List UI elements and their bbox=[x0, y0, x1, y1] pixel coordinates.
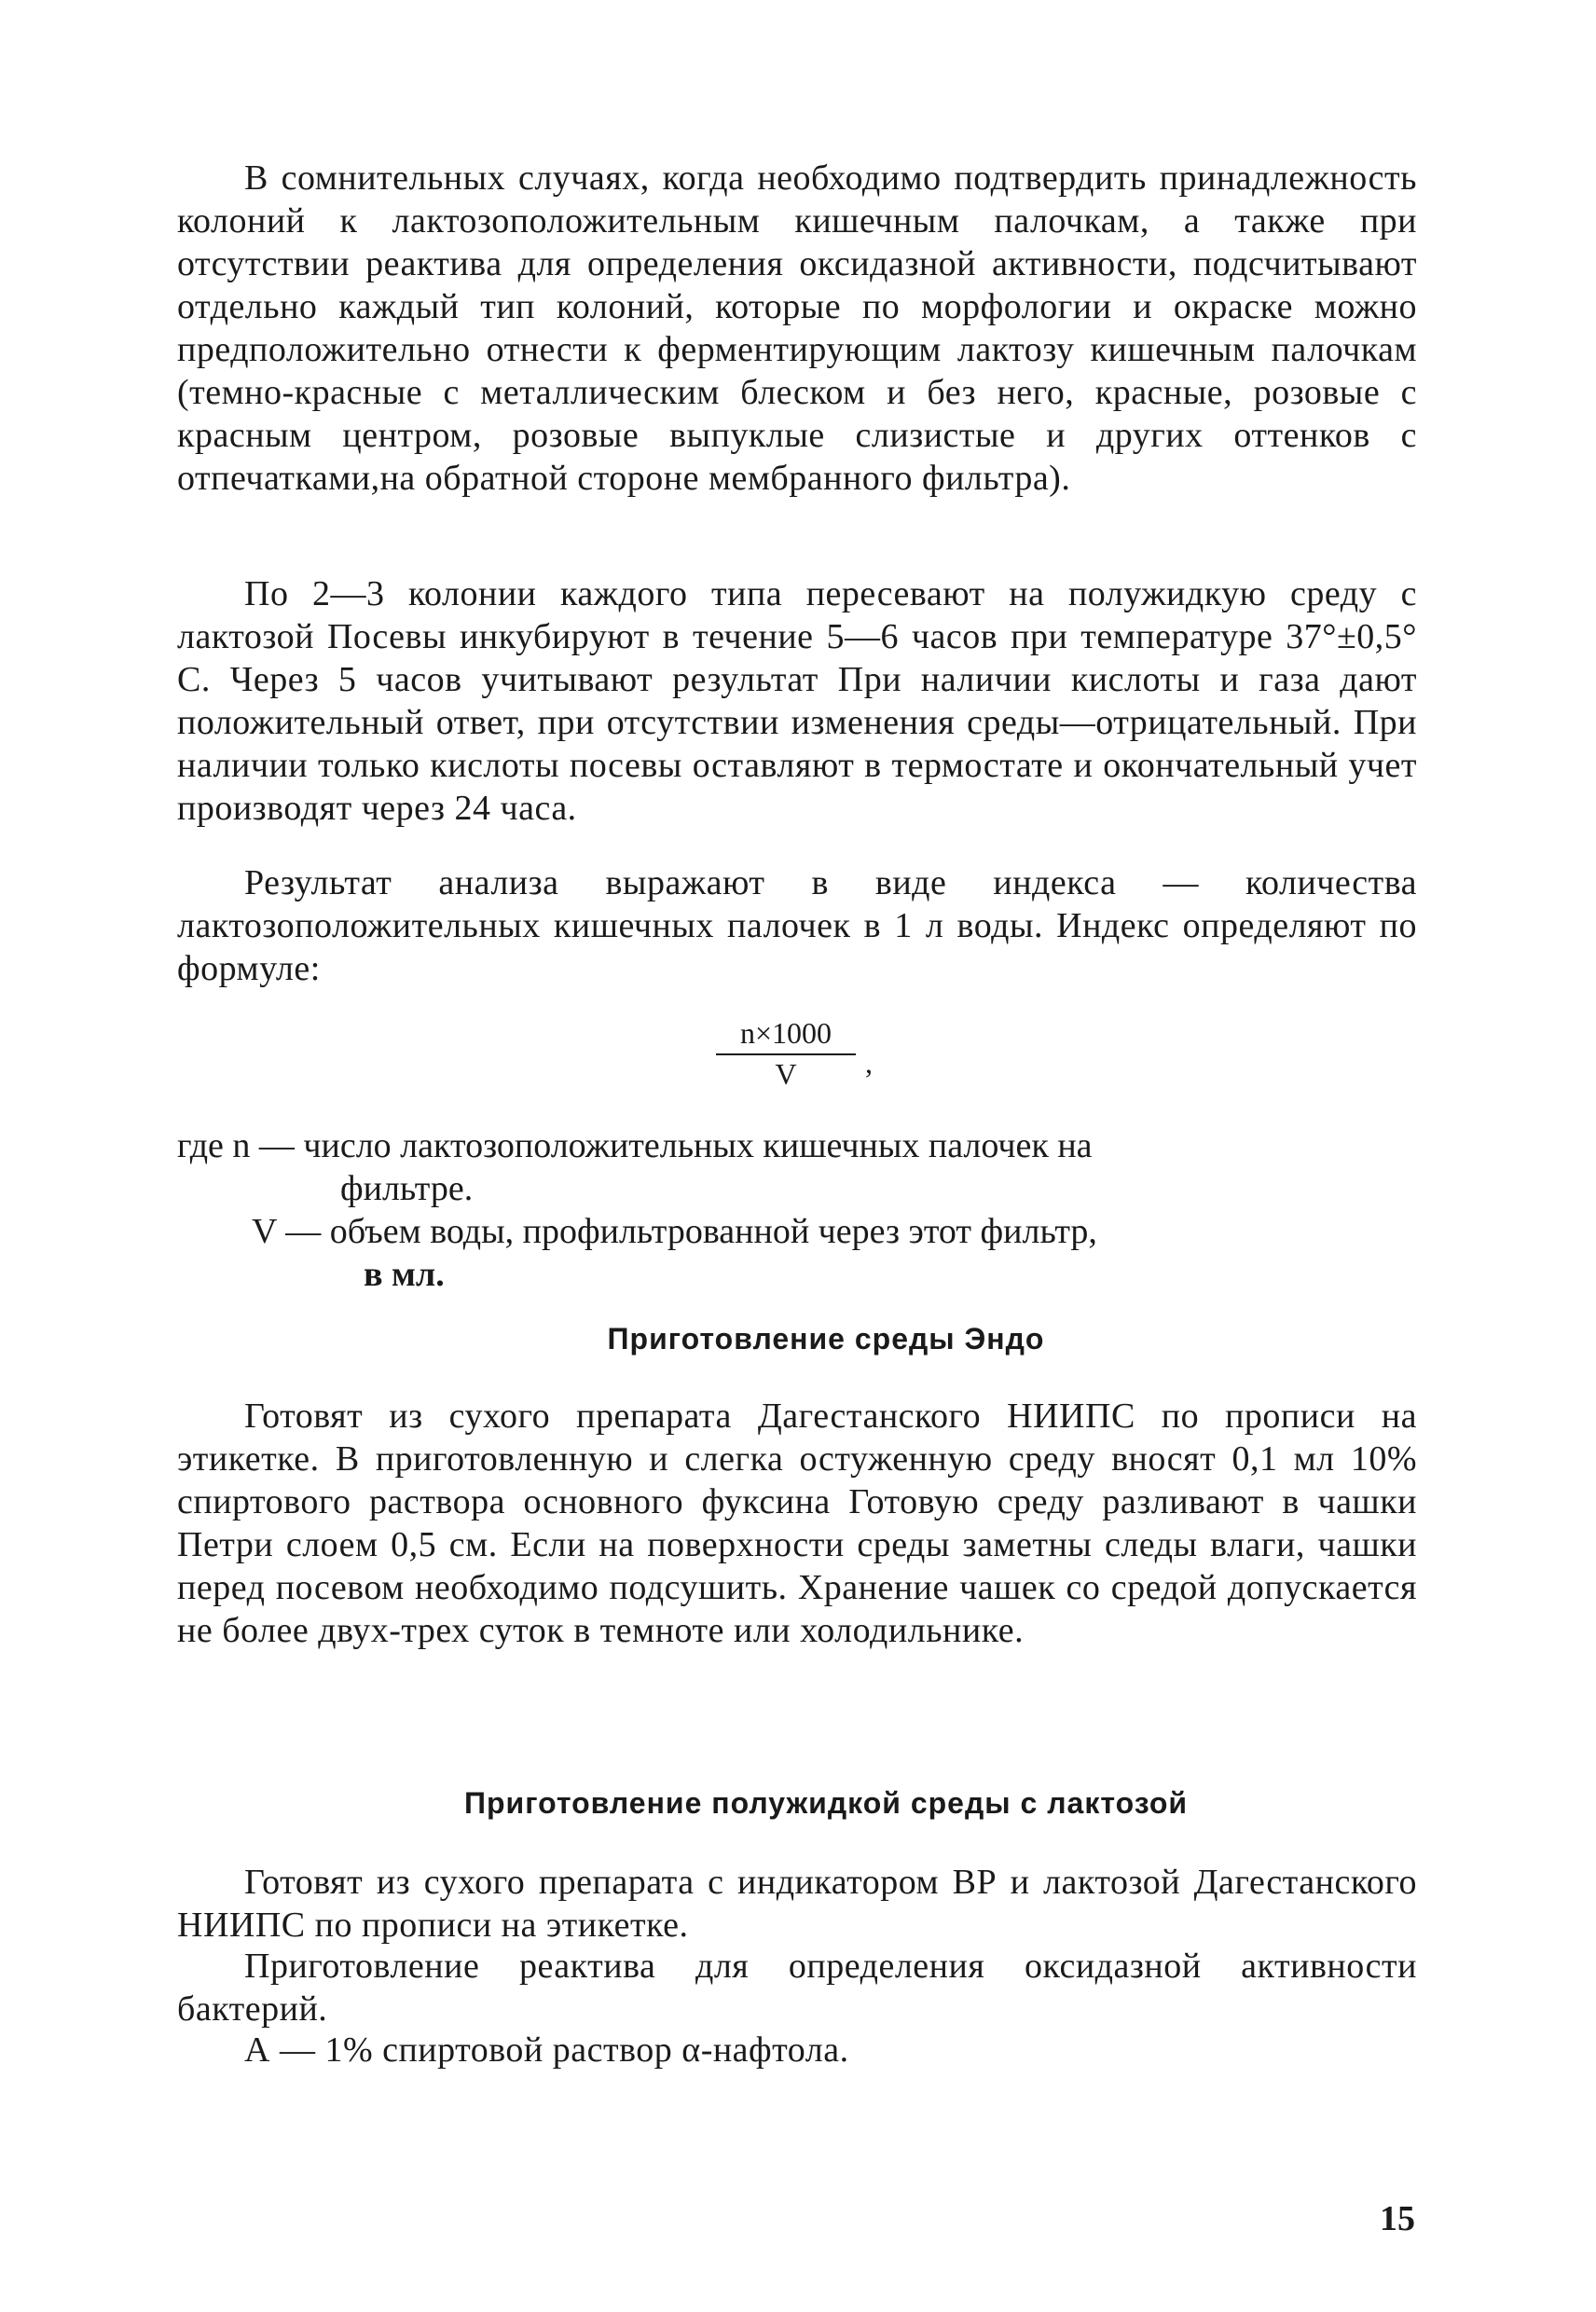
paragraph-lactose-subculture: По 2—3 колонии каждого типа пересевают на полужидкую среду с лактозой Посевы инкубируют в течение 5—6 часов при температуре 37°±0,5° С. Через 5 часов учитывают результат При наличии кислоты и газа дают положительный ответ, при отсутствии изменения среды—отрицательный. При наличии только кислоты посевы оставляют в термостате и окончательный учет производят через 24 часа. bbox=[177, 574, 1417, 828]
paragraph-reagent-heading: Приготовление реактива для определения оксидазной активности бактерий. bbox=[177, 1947, 1417, 2029]
formula-definitions bbox=[177, 1124, 1417, 1296]
definition-v-line1: V — объем воды, профильтрованной через этот фильтр, bbox=[252, 1212, 1097, 1251]
paragraph-reagent-a: А — 1% спиртовой раствор α-нафтола. bbox=[244, 2030, 849, 2070]
definition-n-line2: фильтре. bbox=[340, 1169, 474, 1208]
heading-lactose-medium: Приготовление полужидкой среды с лактозой bbox=[463, 1786, 1189, 1820]
formula-denominator: V bbox=[775, 1057, 797, 1091]
heading-endo-medium: Приготовление среды Эндо bbox=[607, 1322, 1045, 1356]
formula-fraction bbox=[716, 1014, 856, 1093]
paragraph-colony-counting: В сомнительных случаях, когда необходимо подтвердить принадлежность колоний к лактозоположительным кишечным палочкам, а также при отсутствии реактива для определения оксидазной активности, подсчитывают отдельно каждый тип колоний, которые по морфологии и окраске можно предположительно отнести к ферментирующим лактозу кишечным палочкам (темно-красные с металлическим блеском и без него, красные, розовые с красным центром, розовые выпуклые слизистые и других оттенков с отпечатками,на обратной стороне мембранного фильтра). bbox=[177, 158, 1417, 498]
formula-numerator: n×1000 bbox=[716, 1014, 856, 1055]
formula-comma: , bbox=[865, 1046, 873, 1080]
paragraph-lactose-preparation: Готовят из сухого препарата с индикатором ВР и лактозой Дагестанского НИИПС по прописи на этикетке. bbox=[177, 1863, 1417, 1945]
definition-n-line1: где n — число лактозоположительных кишечных палочек на bbox=[177, 1126, 1093, 1165]
index-formula bbox=[0, 1014, 1596, 1108]
definition-v-line2: в мл. bbox=[364, 1255, 445, 1294]
page-number: 15 bbox=[1380, 2199, 1415, 2238]
paragraph-result-index: Результат анализа выражают в виде индекса — количества лактозоположительных кишечных палочек в 1 л воды. Индекс определяют по формуле: bbox=[177, 863, 1417, 988]
paragraph-endo-preparation: Готовят из сухого препарата Дагестанского НИИПС по прописи на этикетке. В приготовленную и слегка остуженную среду вносят 0,1 мл 10% спиртового раствора основного фуксина Готовую среду разливают в чашки Петри слоем 0,5 см. Если на поверхности среды заметны следы влаги, чашки перед посевом необходимо подсушить. Хранение чашек со средой допускается не более двух-трех суток в темноте или холодильнике. bbox=[177, 1397, 1417, 1650]
